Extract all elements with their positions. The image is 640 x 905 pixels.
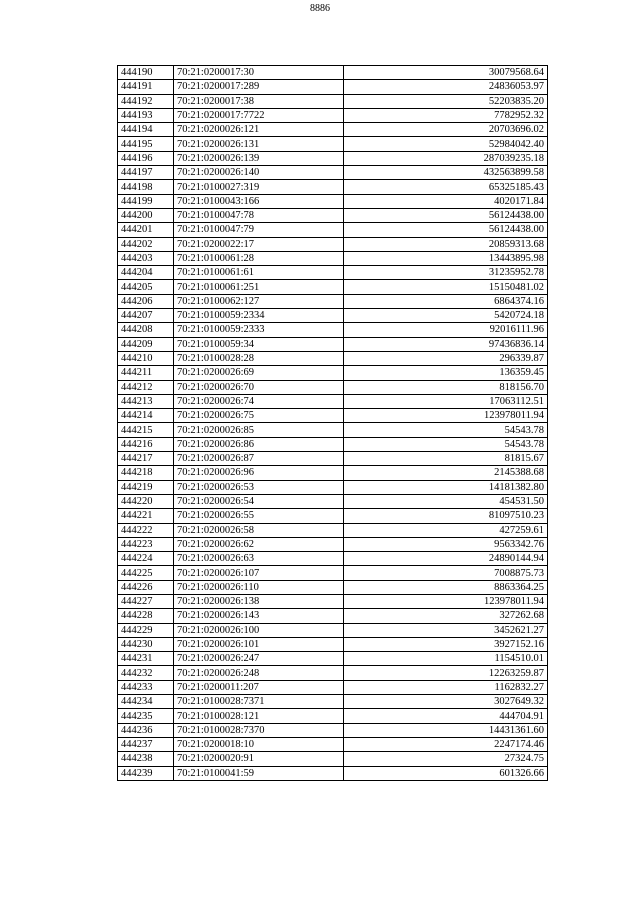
cadastral-number-cell: 70:21:0100028:7370 [174, 723, 344, 737]
table-row [118, 766, 548, 780]
cadastral-number-cell: 70:21:0200026:121 [174, 123, 344, 137]
table-row [118, 337, 548, 351]
cadastral-number-cell: 70:21:0100043:166 [174, 194, 344, 208]
table-row [118, 80, 548, 94]
row-id-cell: 444197 [118, 166, 174, 180]
row-id-cell: 444211 [118, 366, 174, 380]
cadastral-number-cell: 70:21:0200026:87 [174, 452, 344, 466]
value-cell: 454531.50 [344, 494, 548, 508]
table-row [118, 208, 548, 222]
table-row [118, 280, 548, 294]
row-id-cell: 444193 [118, 108, 174, 122]
value-cell: 287039235.18 [344, 151, 548, 165]
value-cell: 3927152.16 [344, 637, 548, 651]
value-cell: 432563899.58 [344, 166, 548, 180]
cadastral-number-cell: 70:21:0200022:17 [174, 237, 344, 251]
row-id-cell: 444215 [118, 423, 174, 437]
row-id-cell: 444191 [118, 80, 174, 94]
cadastral-number-cell: 70:21:0200026:96 [174, 466, 344, 480]
value-cell: 4020171.84 [344, 194, 548, 208]
row-id-cell: 444210 [118, 351, 174, 365]
row-id-cell: 444214 [118, 409, 174, 423]
value-cell: 427259.61 [344, 523, 548, 537]
cadastral-number-cell: 70:21:0200026:100 [174, 623, 344, 637]
table-row [118, 166, 548, 180]
value-cell: 136359.45 [344, 366, 548, 380]
table-row [118, 123, 548, 137]
value-cell: 7008875.73 [344, 566, 548, 580]
value-cell: 3452621.27 [344, 623, 548, 637]
table-row [118, 151, 548, 165]
row-id-cell: 444225 [118, 566, 174, 580]
row-id-cell: 444233 [118, 680, 174, 694]
row-id-cell: 444223 [118, 537, 174, 551]
row-id-cell: 444206 [118, 294, 174, 308]
table-row [118, 580, 548, 594]
value-cell: 24836053.97 [344, 80, 548, 94]
value-cell: 52203835.20 [344, 94, 548, 108]
table-row [118, 609, 548, 623]
row-id-cell: 444237 [118, 737, 174, 751]
cadastral-number-cell: 70:21:0100061:61 [174, 266, 344, 280]
table-row [118, 108, 548, 122]
table-row [118, 666, 548, 680]
row-id-cell: 444202 [118, 237, 174, 251]
cadastral-number-cell: 70:21:0100061:251 [174, 280, 344, 294]
table-row [118, 423, 548, 437]
row-id-cell: 444226 [118, 580, 174, 594]
row-id-cell: 444216 [118, 437, 174, 451]
cadastral-number-cell: 70:21:0200026:138 [174, 594, 344, 608]
row-id-cell: 444239 [118, 766, 174, 780]
cadastral-number-cell: 70:21:0200026:110 [174, 580, 344, 594]
row-id-cell: 444232 [118, 666, 174, 680]
row-id-cell: 444212 [118, 380, 174, 394]
value-cell: 92016111.96 [344, 323, 548, 337]
table-row [118, 637, 548, 651]
table-row [118, 223, 548, 237]
value-cell: 6864374.16 [344, 294, 548, 308]
row-id-cell: 444208 [118, 323, 174, 337]
cadastral-number-cell: 70:21:0200026:63 [174, 552, 344, 566]
value-cell: 15150481.02 [344, 280, 548, 294]
table-row [118, 452, 548, 466]
value-cell: 5420724.18 [344, 309, 548, 323]
value-cell: 9563342.76 [344, 537, 548, 551]
cadastral-number-cell: 70:21:0100061:28 [174, 251, 344, 265]
row-id-cell: 444207 [118, 309, 174, 323]
cadastral-number-cell: 70:21:0200017:289 [174, 80, 344, 94]
cadastral-number-cell: 70:21:0100028:28 [174, 351, 344, 365]
cadastral-number-cell: 70:21:0200026:101 [174, 637, 344, 651]
row-id-cell: 444236 [118, 723, 174, 737]
cadastral-number-cell: 70:21:0100047:79 [174, 223, 344, 237]
table-row [118, 752, 548, 766]
table-row [118, 494, 548, 508]
value-cell: 296339.87 [344, 351, 548, 365]
row-id-cell: 444209 [118, 337, 174, 351]
row-id-cell: 444195 [118, 137, 174, 151]
row-id-cell: 444220 [118, 494, 174, 508]
table-row [118, 509, 548, 523]
cadastral-number-cell: 70:21:0100028:121 [174, 709, 344, 723]
cadastral-number-cell: 70:21:0200011:207 [174, 680, 344, 694]
cadastral-number-cell: 70:21:0100047:78 [174, 208, 344, 222]
row-id-cell: 444204 [118, 266, 174, 280]
page-number: 8886 [310, 3, 330, 14]
row-id-cell: 444198 [118, 180, 174, 194]
table-row [118, 180, 548, 194]
table-row [118, 137, 548, 151]
value-cell: 13443895.98 [344, 251, 548, 265]
value-cell: 14431361.60 [344, 723, 548, 737]
row-id-cell: 444229 [118, 623, 174, 637]
table-row [118, 680, 548, 694]
row-id-cell: 444200 [118, 208, 174, 222]
cadastral-number-cell: 70:21:0100059:2333 [174, 323, 344, 337]
value-cell: 818156.70 [344, 380, 548, 394]
table-row [118, 537, 548, 551]
table-row [118, 523, 548, 537]
table-row [118, 194, 548, 208]
table-row [118, 266, 548, 280]
table-row [118, 623, 548, 637]
table-row [118, 552, 548, 566]
row-id-cell: 444196 [118, 151, 174, 165]
value-cell: 31235952.78 [344, 266, 548, 280]
row-id-cell: 444203 [118, 251, 174, 265]
row-id-cell: 444230 [118, 637, 174, 651]
table-row [118, 594, 548, 608]
value-cell: 56124438.00 [344, 223, 548, 237]
value-cell: 123978011.94 [344, 594, 548, 608]
value-cell: 1154510.01 [344, 652, 548, 666]
table-row [118, 437, 548, 451]
table-row [118, 737, 548, 751]
row-id-cell: 444213 [118, 394, 174, 408]
cadastral-number-cell: 70:21:0200026:75 [174, 409, 344, 423]
value-cell: 601326.66 [344, 766, 548, 780]
cadastral-number-cell: 70:21:0100028:7371 [174, 695, 344, 709]
row-id-cell: 444218 [118, 466, 174, 480]
table-row [118, 723, 548, 737]
row-id-cell: 444221 [118, 509, 174, 523]
table-row [118, 366, 548, 380]
value-cell: 12263259.87 [344, 666, 548, 680]
cadastral-number-cell: 70:21:0100059:2334 [174, 309, 344, 323]
cadastral-number-cell: 70:21:0100059:34 [174, 337, 344, 351]
cadastral-number-cell: 70:21:0100027:319 [174, 180, 344, 194]
value-cell: 2247174.46 [344, 737, 548, 751]
cadastral-number-cell: 70:21:0200026:140 [174, 166, 344, 180]
value-cell: 81097510.23 [344, 509, 548, 523]
value-cell: 8863364.25 [344, 580, 548, 594]
row-id-cell: 444205 [118, 280, 174, 294]
row-id-cell: 444227 [118, 594, 174, 608]
row-id-cell: 444222 [118, 523, 174, 537]
cadastral-number-cell: 70:21:0200026:107 [174, 566, 344, 580]
table-row [118, 409, 548, 423]
cadastral-number-cell: 70:21:0200026:85 [174, 423, 344, 437]
cadastral-number-cell: 70:21:0100041:59 [174, 766, 344, 780]
table-row [118, 237, 548, 251]
table-row [118, 652, 548, 666]
row-id-cell: 444219 [118, 480, 174, 494]
row-id-cell: 444201 [118, 223, 174, 237]
value-cell: 2145388.68 [344, 466, 548, 480]
cadastral-number-cell: 70:21:0200026:58 [174, 523, 344, 537]
value-cell: 20703696.02 [344, 123, 548, 137]
cadastral-number-cell: 70:21:0200026:74 [174, 394, 344, 408]
cadastral-number-cell: 70:21:0200026:55 [174, 509, 344, 523]
row-id-cell: 444217 [118, 452, 174, 466]
cadastral-number-cell: 70:21:0200026:62 [174, 537, 344, 551]
cadastral-number-cell: 70:21:0200026:139 [174, 151, 344, 165]
value-cell: 54543.78 [344, 437, 548, 451]
cadastral-number-cell: 70:21:0200020:91 [174, 752, 344, 766]
value-cell: 30079568.64 [344, 66, 548, 80]
cadastral-number-cell: 70:21:0200026:70 [174, 380, 344, 394]
row-id-cell: 444235 [118, 709, 174, 723]
cadastral-number-cell: 70:21:0200018:10 [174, 737, 344, 751]
value-cell: 52984042.40 [344, 137, 548, 151]
value-cell: 444704.91 [344, 709, 548, 723]
table-row [118, 709, 548, 723]
cadastral-number-cell: 70:21:0200026:248 [174, 666, 344, 680]
value-cell: 20859313.68 [344, 237, 548, 251]
row-id-cell: 444194 [118, 123, 174, 137]
value-cell: 123978011.94 [344, 409, 548, 423]
value-cell: 3027649.32 [344, 695, 548, 709]
value-cell: 327262.68 [344, 609, 548, 623]
value-cell: 54543.78 [344, 423, 548, 437]
row-id-cell: 444228 [118, 609, 174, 623]
value-cell: 1162832.27 [344, 680, 548, 694]
table-row [118, 251, 548, 265]
cadastral-number-cell: 70:21:0200026:143 [174, 609, 344, 623]
row-id-cell: 444231 [118, 652, 174, 666]
value-cell: 7782952.32 [344, 108, 548, 122]
value-cell: 17063112.51 [344, 394, 548, 408]
cadastral-number-cell: 70:21:0200017:38 [174, 94, 344, 108]
table-row [118, 394, 548, 408]
table-row [118, 380, 548, 394]
row-id-cell: 444192 [118, 94, 174, 108]
table-row [118, 351, 548, 365]
cadastral-number-cell: 70:21:0200017:7722 [174, 108, 344, 122]
table-row [118, 94, 548, 108]
table-row [118, 66, 548, 80]
cadastral-number-cell: 70:21:0200026:131 [174, 137, 344, 151]
row-id-cell: 444238 [118, 752, 174, 766]
registry-table-body [118, 66, 548, 781]
cadastral-number-cell: 70:21:0200026:247 [174, 652, 344, 666]
value-cell: 81815.67 [344, 452, 548, 466]
table-row [118, 323, 548, 337]
table-row [118, 294, 548, 308]
row-id-cell: 444234 [118, 695, 174, 709]
row-id-cell: 444190 [118, 66, 174, 80]
value-cell: 56124438.00 [344, 208, 548, 222]
cadastral-number-cell: 70:21:0200026:69 [174, 366, 344, 380]
row-id-cell: 444224 [118, 552, 174, 566]
table-row [118, 695, 548, 709]
table-row [118, 309, 548, 323]
cadastral-number-cell: 70:21:0200017:30 [174, 66, 344, 80]
table-row [118, 480, 548, 494]
table-row [118, 566, 548, 580]
cadastral-number-cell: 70:21:0200026:53 [174, 480, 344, 494]
cadastral-number-cell: 70:21:0200026:54 [174, 494, 344, 508]
table-row [118, 466, 548, 480]
cadastral-number-cell: 70:21:0100062:127 [174, 294, 344, 308]
value-cell: 27324.75 [344, 752, 548, 766]
value-cell: 65325185.43 [344, 180, 548, 194]
cadastral-number-cell: 70:21:0200026:86 [174, 437, 344, 451]
value-cell: 14181382.80 [344, 480, 548, 494]
row-id-cell: 444199 [118, 194, 174, 208]
value-cell: 97436836.14 [344, 337, 548, 351]
value-cell: 24890144.94 [344, 552, 548, 566]
registry-table [117, 65, 548, 781]
